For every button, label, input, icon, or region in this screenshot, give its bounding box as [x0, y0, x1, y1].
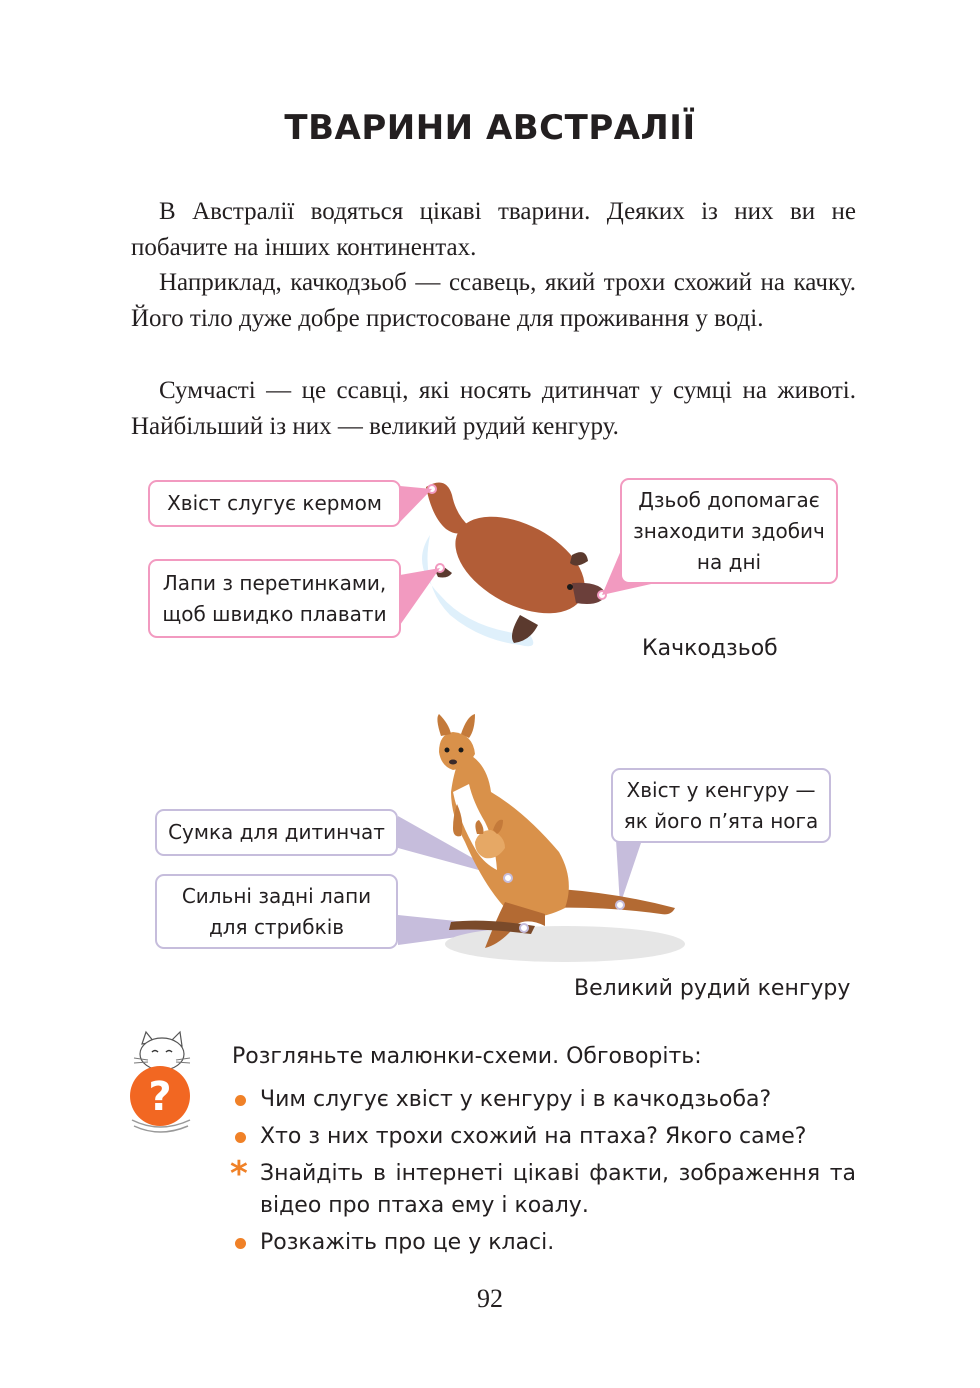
kangaroo-ear-right	[461, 714, 475, 738]
task-heading: Розгляньте малюнки-схеми. Обговоріть:	[232, 1044, 702, 1069]
kangaroo-caption: Великий рудий кенгуру	[574, 976, 851, 1001]
paragraph-text: В Австралії водяться цікаві тварини. Деяких із них ви не побачите на інших континентах.	[131, 198, 856, 261]
pointer-dot	[520, 924, 528, 932]
kangaroo-eye	[445, 748, 450, 753]
pointer-dot	[504, 874, 512, 882]
list-item-text: Знайдіть в інтернеті цікаві факти, зображення та відео про птаха ему і коалу.	[260, 1161, 856, 1218]
callout-tail-kangaroo	[611, 768, 831, 843]
page-title: ТВАРИНИ АВСТРАЛІЇ	[284, 108, 696, 148]
platypus-caption: Качкодзьоб	[642, 636, 778, 661]
asterisk-icon: *	[230, 1154, 248, 1194]
callout-text: Сильні задні лапи для стрибків	[181, 883, 372, 939]
bullet-icon	[235, 1132, 246, 1143]
page-number: 92	[477, 1284, 503, 1313]
list-item	[232, 1084, 856, 1116]
callout-text: Хвіст слугує кермом	[167, 491, 382, 515]
kangaroo-shadow	[445, 926, 685, 962]
kangaroo-nose	[449, 760, 457, 765]
bullet-icon	[235, 1095, 246, 1106]
list-item	[232, 1121, 856, 1153]
pointer-dot	[616, 901, 624, 909]
callout-text: Хвіст у кенгуру — як його п’ята нога	[623, 777, 819, 833]
list-item	[232, 1227, 856, 1259]
callout-hind-legs	[155, 874, 398, 949]
callout-text: Сумка для дитинчат	[168, 820, 385, 844]
list-item	[230, 1154, 856, 1222]
callout-text: Дзьоб допомагає знаходити здобич на дні	[633, 487, 825, 574]
paragraph-text: Сумчасті — це ссавці, які носять дитинчат у сумці на животі. Найбільший із них — великий рудий кенгуру.	[131, 377, 856, 440]
paragraph-text: Наприклад, качкодзьоб — ссавець, який трохи схожий на качку. Його тіло дуже добре пристосоване для проживання у воді.	[131, 269, 856, 332]
kangaroo-eye	[459, 748, 464, 753]
callout-pouch	[155, 809, 398, 856]
task-list	[232, 1084, 856, 1264]
cat-head	[140, 1038, 184, 1070]
bullet-icon	[235, 1238, 246, 1249]
cat-question-icon	[126, 1030, 198, 1136]
callout-text: Лапи з перетинками, щоб швидко плавати	[162, 570, 387, 626]
list-item-text: Чим слугує хвіст у кенгуру і в качкодзьоба?	[260, 1087, 772, 1112]
question-mark-icon: ?	[148, 1074, 172, 1120]
list-item-text: Розкажіть про це у класі.	[260, 1230, 555, 1255]
list-item-text: Хто з них трохи схожий на птаха? Якого саме?	[260, 1124, 807, 1149]
kangaroo-ear-left	[437, 714, 451, 736]
